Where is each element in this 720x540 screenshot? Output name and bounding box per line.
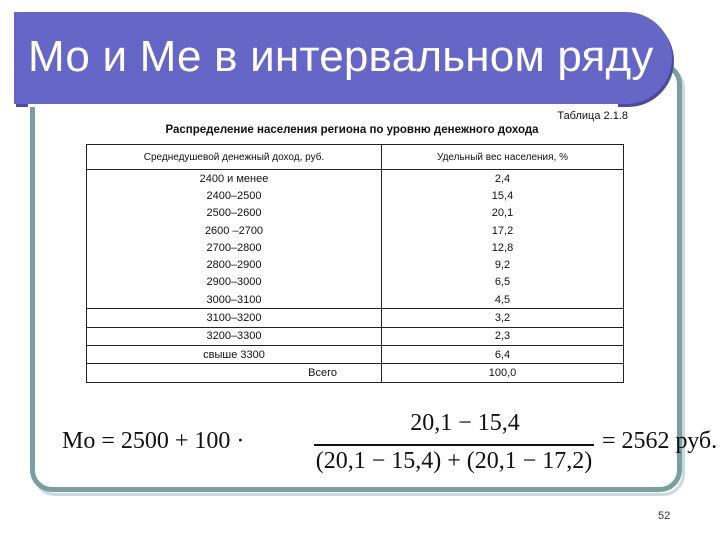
title-underline bbox=[28, 104, 618, 107]
table-row bbox=[87, 239, 624, 256]
table-header-row bbox=[87, 145, 624, 170]
income-cell: 3100–3200 bbox=[87, 309, 382, 327]
income-cell: 2600 –2700 bbox=[87, 222, 382, 239]
table-row bbox=[87, 327, 624, 345]
formula-denominator: (20,1 − 15,4) + (20,1 − 17,2) bbox=[315, 448, 593, 474]
total-label: Всего bbox=[87, 364, 382, 382]
table-total-row bbox=[87, 364, 624, 382]
income-cell: 3200–3300 bbox=[87, 327, 382, 345]
column-header-income: Среднедушевой денежный доход, руб. bbox=[87, 145, 382, 170]
table-title: Распределение населения региона по уровню денежного дохода bbox=[165, 124, 539, 136]
table-row bbox=[87, 222, 624, 239]
mode-formula bbox=[62, 408, 718, 478]
share-cell: 12,8 bbox=[382, 239, 624, 256]
share-cell: 9,2 bbox=[382, 256, 624, 273]
title-banner bbox=[14, 12, 672, 104]
income-cell: 2700–2800 bbox=[87, 239, 382, 256]
table-row bbox=[87, 187, 624, 204]
income-cell: 3000–3100 bbox=[87, 291, 382, 309]
income-cell: свыше 3300 bbox=[87, 345, 382, 363]
income-table bbox=[86, 144, 624, 383]
table-row bbox=[87, 205, 624, 222]
table-number: Таблица 2.1.8 bbox=[557, 110, 628, 122]
share-cell: 20,1 bbox=[382, 205, 624, 222]
share-cell: 2,4 bbox=[382, 170, 624, 188]
income-cell: 2400–2500 bbox=[87, 187, 382, 204]
formula-lhs: Mo = 2500 + 100 · bbox=[62, 428, 245, 454]
share-cell: 17,2 bbox=[382, 222, 624, 239]
share-cell: 3,2 bbox=[382, 309, 624, 327]
table-figure bbox=[72, 108, 632, 398]
table-row bbox=[87, 274, 624, 291]
table-row bbox=[87, 309, 624, 327]
fraction-line bbox=[314, 444, 594, 446]
table-row bbox=[87, 291, 624, 309]
table-row bbox=[87, 345, 624, 363]
share-cell: 6,5 bbox=[382, 274, 624, 291]
income-cell: 2400 и менее bbox=[87, 170, 382, 188]
share-cell: 6,4 bbox=[382, 345, 624, 363]
table-row bbox=[87, 256, 624, 273]
table-row bbox=[87, 170, 624, 188]
formula-numerator: 20,1 − 15,4 bbox=[410, 410, 520, 436]
formula-result: = 2562 руб. bbox=[602, 428, 718, 454]
page-number: 52 bbox=[658, 510, 671, 522]
income-cell: 2800–2900 bbox=[87, 256, 382, 273]
column-header-share: Удельный вес населения, % bbox=[382, 145, 624, 170]
total-value: 100,0 bbox=[382, 364, 624, 382]
income-cell: 2900–3000 bbox=[87, 274, 382, 291]
slide-title: Мо и Ме в интервальном ряду bbox=[28, 32, 654, 81]
share-cell: 4,5 bbox=[382, 291, 624, 309]
share-cell: 15,4 bbox=[382, 187, 624, 204]
share-cell: 2,3 bbox=[382, 327, 624, 345]
income-cell: 2500–2600 bbox=[87, 205, 382, 222]
